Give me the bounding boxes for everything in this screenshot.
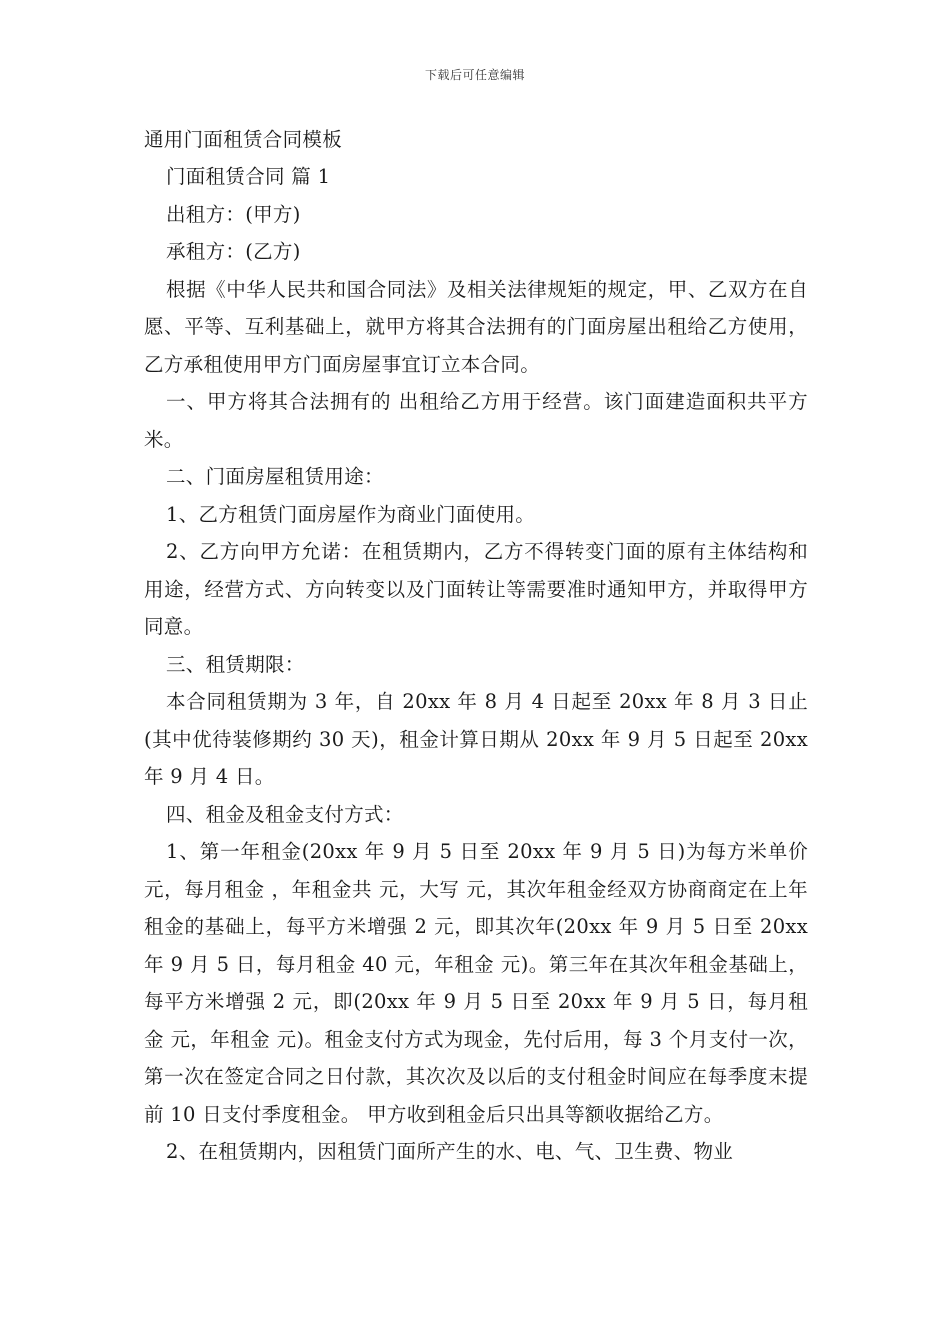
paragraph-clause-3-heading: 三、租赁期限：: [166, 652, 305, 676]
paragraph-section-heading: 门面租赁合同 篇 1: [166, 165, 331, 188]
paragraph-preamble: 根据《中华人民共和国合同法》及相关法律规矩的规定，甲、乙双方在自愿、平等、互利基础上，就甲方将其合法拥有的门面房屋出租给乙方使用，乙方承租使用甲方门面房屋事宜订立本合同。: [144, 277, 808, 376]
paragraph-clause-4-item-1: 1、第一年租金(20xx 年 9 月 5 日至 20xx 年 9 月 5 日)为每方米单价 元，每月租金 ，年租金共 元，大写 元，其次年租金经双方协商商定在上年租金的基础上，每平方米增强 2 元，即其次年(20xx 年 9 月 5 日至 20xx 年 9 月 5 日，每月租金 40 元，年租金 元)。第三年在其次年租金基础上，每平方米增强 2 元，即(20xx 年 9 月 5 日至 20xx 年 9 月 5 日，每月租金 元，年租金 元)。租金支付方式为现金，先付后用，每 3 个月支付一次，第一次在签定合同之日付款，其次次及以后的支付租金时间应在每季度末提前 10 日支付季度租金。 甲方收到租金后只出具等额收据给乙方。: [144, 840, 808, 1126]
paragraph-clause-2-item-1: 1、乙方租赁门面房屋作为商业门面使用。: [166, 502, 536, 526]
paragraph-clause-1: 一、甲方将其合法拥有的 出租给乙方用于经营。该门面建造面积共平方米。: [144, 390, 808, 451]
page-header-note: 下载后可任意编辑: [424, 68, 525, 82]
paragraph-lessee: 承租方：(乙方): [166, 240, 301, 263]
paragraph-clause-3-body: 本合同租赁期为 3 年，自 20xx 年 8 月 4 日起至 20xx 年 8 月 3 日止(其中优待装修期约 30 天)，租金计算日期从 20xx 年 9 月 5 日起至 20xx 年 9 月 4 日。: [144, 690, 808, 788]
paragraph-clause-4-item-2: 2、在租赁期内，因租赁门面所产生的水、电、气、卫生费、物业: [166, 1140, 734, 1163]
paragraph-clause-2-heading: 二、门面房屋租赁用途：: [166, 465, 384, 488]
paragraph-clause-4-heading: 四、租金及租金支付方式：: [166, 802, 404, 826]
document-body: [144, 121, 808, 1171]
document-title: 通用门面租赁合同模板: [144, 128, 343, 151]
paragraph-lessor: 出租方：(甲方): [166, 202, 301, 226]
paragraph-clause-2-item-2: 2、乙方向甲方允诺：在租赁期内，乙方不得转变门面的原有主体结构和用途，经营方式、方向转变以及门面转让等需要准时通知甲方，并取得甲方同意。: [144, 540, 808, 638]
